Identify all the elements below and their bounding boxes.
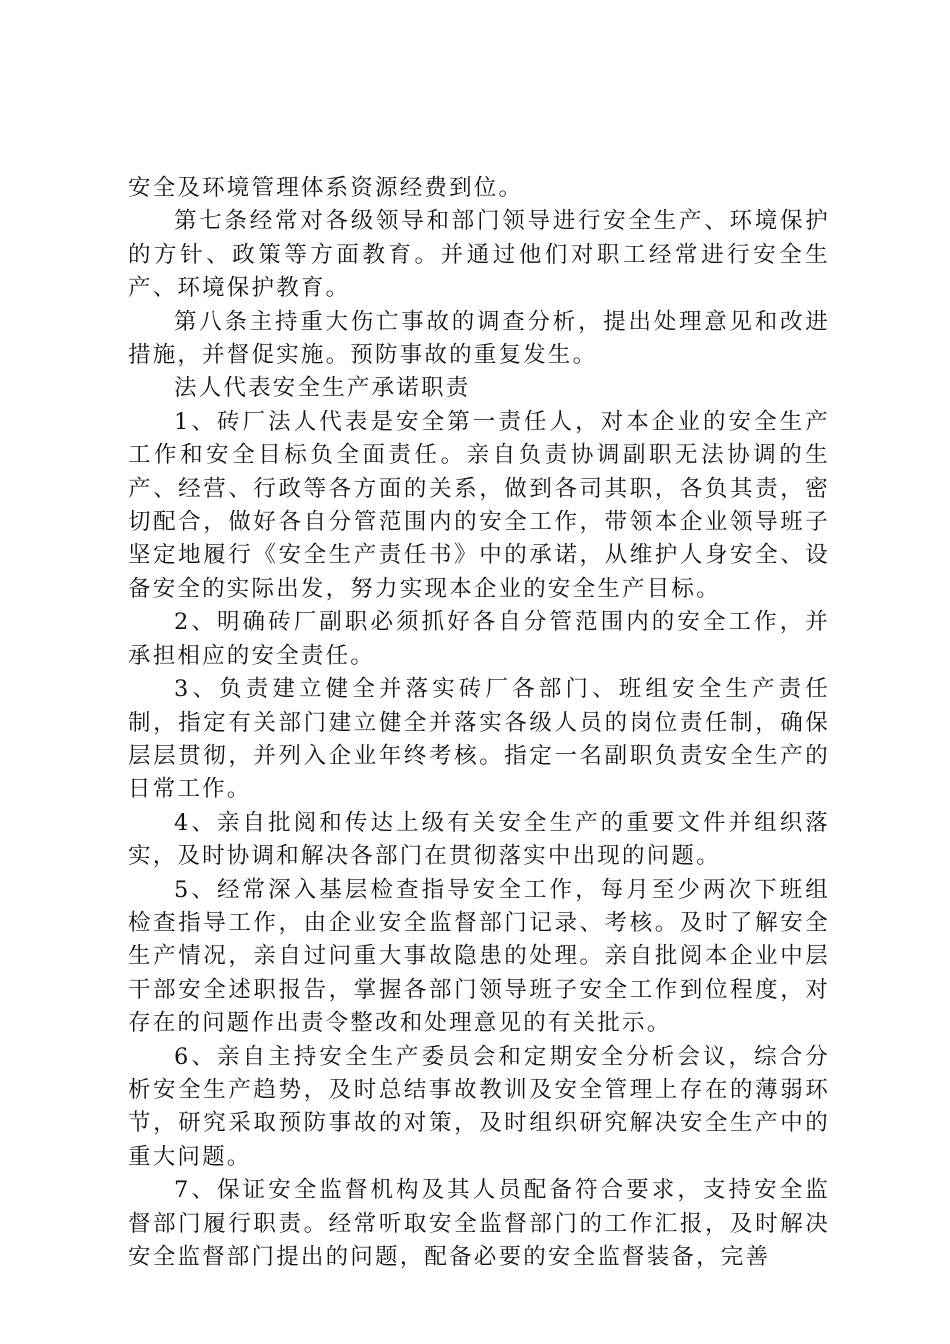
paragraph-item-5: 5、经常深入基层检查指导安全工作，每月至少两次下班组检查指导工作，由企业安全监督部门记录、考核。及时了解安全生产情况，亲自过问重大事故隐患的处理。亲自批阅本企业中层干部安全述职报告，掌握各部门领导班子安全工作到位程度，对存在的问题作出责令整改和处理意见的有关批示。 <box>128 876 830 1037</box>
paragraph-continuation: 安全及环境管理体系资源经费到位。 <box>128 175 524 201</box>
paragraph-item-3: 3、负责建立健全并落实砖厂各部门、班组安全生产责任制，指定有关部门建立健全并落实各级人员的岗位责任制，确保层层贯彻，并列入企业年终考核。指定一名副职负责安全生产的日常工作。 <box>128 676 830 803</box>
paragraph-item-6: 6、亲自主持安全生产委员会和定期安全分析会议，综合分析安全生产趋势，及时总结事故教训及安全管理上存在的薄弱环节，研究采取预防事故的对策，及时组织研究解决安全生产中的重大问题。 <box>128 1043 830 1170</box>
document-body <box>128 172 830 1274</box>
paragraph-article-7: 第七条经常对各级领导和部门领导进行安全生产、环境保护的方针、政策等方面教育。并通过他们对职工经常进行安全生产、环境保护教育。 <box>128 208 830 302</box>
paragraph-item-7: 7、保证安全监督机构及其人员配备符合要求，支持安全监督部门履行职责。经常听取安全监督部门的工作汇报，及时解决安全监督部门提出的问题，配备必要的安全监督装备，完善 <box>128 1177 830 1270</box>
paragraph-item-2: 2、明确砖厂副职必须抓好各自分管范围内的安全工作，并承担相应的安全责任。 <box>128 609 830 669</box>
section-heading: 法人代表安全生产承诺职责 <box>174 375 471 402</box>
paragraph-item-4: 4、亲自批阅和传达上级有关安全生产的重要文件并组织落实，及时协调和解决各部门在贯彻落实中出现的问题。 <box>128 809 830 870</box>
paragraph-item-1: 1、砖厂法人代表是安全第一责任人，对本企业的安全生产工作和安全目标负全面责任。亲自负责协调副职无法协调的生产、经营、行政等各方面的关系，做到各司其职，各负其责，密切配合，做好各自分管范围内的安全工作，带领本企业领导班子坚定地履行《安全生产责任书》中的承诺，从维护人身安全、设备安全的实际出发，努力实现本企业的安全生产目标。 <box>128 408 830 602</box>
paragraph-article-8: 第八条主持重大伤亡事故的调查分析，提出处理意见和改进措施，并督促实施。预防事故的重复发生。 <box>128 308 830 369</box>
